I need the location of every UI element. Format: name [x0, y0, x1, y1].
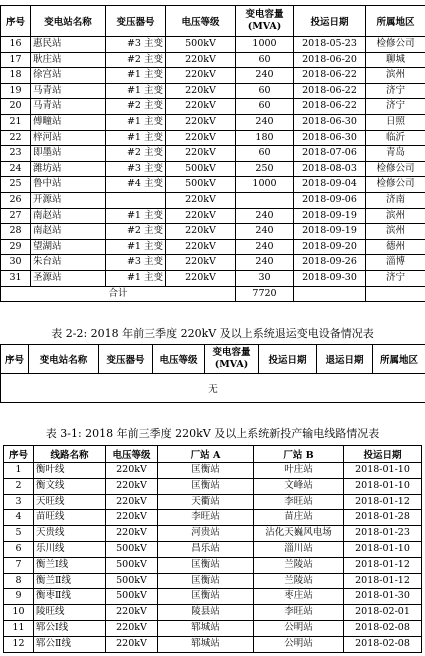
- table-cell: 匡衡站: [158, 463, 254, 479]
- table-cell: 文峰站: [254, 478, 344, 494]
- table-cell: 10: [4, 605, 34, 621]
- table-cell: 220kV: [166, 52, 236, 68]
- total-value: 7720: [236, 286, 294, 302]
- table-cell: 2018-09-19: [294, 224, 366, 240]
- table-row: [1, 68, 425, 84]
- table-cell: 2018-08-03: [294, 161, 366, 177]
- col-header-retire-date: 退运日期: [317, 345, 373, 374]
- table-cell: 4: [4, 510, 34, 526]
- table-cell: 耿庄站: [31, 52, 106, 68]
- table-cell: 2018-07-06: [294, 146, 366, 162]
- table-cell: 220kV: [166, 68, 236, 84]
- table-cell: 220kV: [166, 255, 236, 271]
- table-cell: 淄博: [366, 255, 425, 271]
- table-cell: 2018-09-30: [294, 270, 366, 286]
- table-cell: #3 主变: [106, 255, 166, 271]
- table-cell: 30: [236, 270, 294, 286]
- table-cell: 20: [1, 99, 31, 115]
- table-cell: 检修公司: [366, 161, 425, 177]
- table-cell: 16: [1, 37, 31, 53]
- table-row: [1, 37, 425, 53]
- table-cell: 衡兰Ⅱ线: [34, 573, 106, 589]
- table-cell: 240: [236, 208, 294, 224]
- table-cell: 聊城: [366, 52, 425, 68]
- table-cell: 28: [1, 224, 31, 240]
- col-header-line-name: 线路名称: [34, 446, 106, 463]
- table-cell: 南赵站: [31, 208, 106, 224]
- table-cell: 2018-09-04: [294, 177, 366, 193]
- table-cell: 3: [4, 494, 34, 510]
- col-header-substation: 变电站名称: [29, 345, 99, 374]
- table-cell: 60: [236, 146, 294, 162]
- table-cell: #2 主变: [106, 52, 166, 68]
- table-cell: 180: [236, 130, 294, 146]
- table-row: [4, 463, 422, 479]
- table-cell: 23: [1, 146, 31, 162]
- table-cell: 27: [1, 208, 31, 224]
- table-cell: 2018-02-08: [344, 620, 422, 636]
- table-cell: 河贵站: [158, 526, 254, 542]
- table-row: [4, 478, 422, 494]
- table-cell: 潍坊站: [31, 161, 106, 177]
- table-cell: 220kV: [166, 270, 236, 286]
- table-cell: 天旺线: [34, 494, 106, 510]
- table-cell: 12: [4, 636, 34, 652]
- table-cell: 2: [4, 478, 34, 494]
- table-cell: 青岛: [366, 146, 425, 162]
- table-cell: 17: [1, 52, 31, 68]
- table-cell: 1000: [236, 177, 294, 193]
- table-row: [1, 192, 425, 208]
- table-cell: 11: [4, 620, 34, 636]
- table-cell: 2018-05-23: [294, 37, 366, 53]
- table-cell: #2 主变: [106, 99, 166, 115]
- table-cell: 21: [1, 114, 31, 130]
- table-cell: 2018-09-06: [294, 192, 366, 208]
- table-cell: 220kV: [106, 510, 158, 526]
- table-row: [1, 224, 425, 240]
- table-cell: 220kV: [166, 114, 236, 130]
- table-row: [1, 146, 425, 162]
- table-cell: 朱台站: [31, 255, 106, 271]
- table-cell: 2018-01-12: [344, 494, 422, 510]
- table-row: [1, 208, 425, 224]
- table-cell: 匡衡站: [158, 557, 254, 573]
- col-header-region: 所属地区: [373, 345, 425, 374]
- table-cell: #3 主变: [106, 37, 166, 53]
- col-header-capacity: 变电容量 (MVA): [236, 6, 294, 37]
- new-substation-table: [0, 5, 425, 302]
- table-cell: 德州: [366, 239, 425, 255]
- table-header-row: [4, 446, 422, 463]
- table-cell: 衡文线: [34, 478, 106, 494]
- col-header-capacity: 变电容量 (MVA): [205, 345, 259, 374]
- table-row: [1, 270, 425, 286]
- table-cell: 220kV: [166, 239, 236, 255]
- new-line-table: [3, 445, 422, 653]
- table-cell: 19: [1, 83, 31, 99]
- table-cell: 苗庄站: [254, 510, 344, 526]
- table-cell: 220kV: [106, 526, 158, 542]
- table-cell: 匡衡站: [158, 573, 254, 589]
- table-caption: 表 3-1: 2018 年前三季度 220kV 及以上系统新投产输电线路情况表: [45, 427, 380, 440]
- table-cell: 2018-01-12: [344, 557, 422, 573]
- table-row: [1, 255, 425, 271]
- table-cell: 60: [236, 83, 294, 99]
- table-cell: 2018-01-23: [344, 526, 422, 542]
- table-cell: 2018-01-10: [344, 478, 422, 494]
- table-caption: 表 2-2: 2018 年前三季度 220kV 及以上系统退运变电设备情况表: [51, 327, 374, 340]
- table-cell: 500kV: [166, 37, 236, 53]
- table-cell: 22: [1, 130, 31, 146]
- col-header-seq: 序号: [1, 6, 31, 37]
- table-cell: 郓公Ⅰ线: [34, 620, 106, 636]
- table-cell: 检修公司: [366, 177, 425, 193]
- table-cell: 鲁中站: [31, 177, 106, 193]
- table-cell: 济南: [366, 192, 425, 208]
- table-cell: #1 主变: [106, 239, 166, 255]
- col-header-seq: 序号: [1, 345, 29, 374]
- table-cell: 淄川站: [254, 541, 344, 557]
- table-cell: [106, 192, 166, 208]
- table-cell: 公明站: [254, 620, 344, 636]
- table-row: [4, 541, 422, 557]
- table-cell: 220kV: [106, 636, 158, 652]
- table-cell: 2018-01-10: [344, 541, 422, 557]
- col-header-date: 投运日期: [259, 345, 317, 374]
- table-cell: #1 主变: [106, 208, 166, 224]
- table-cell: 2018-02-01: [344, 605, 422, 621]
- table-cell: 济宁: [366, 83, 425, 99]
- table-cell: 马青站: [31, 83, 106, 99]
- table-cell: 2018-06-30: [294, 114, 366, 130]
- table-cell: 18: [1, 68, 31, 84]
- table-cell: 220kV: [166, 83, 236, 99]
- table-cell: 李旺站: [254, 494, 344, 510]
- total-row: [1, 286, 425, 302]
- table-cell: 500kV: [106, 541, 158, 557]
- table-cell: 衡叶线: [34, 463, 106, 479]
- table-row: [4, 526, 422, 542]
- table-cell: 7: [4, 557, 34, 573]
- table-row: [1, 52, 425, 68]
- table-cell: 250: [236, 161, 294, 177]
- retired-substation-table: [0, 344, 425, 403]
- table-row: [4, 589, 422, 605]
- table-cell: #1 主变: [106, 270, 166, 286]
- table-cell: 5: [4, 526, 34, 542]
- table-cell: 220kV: [106, 605, 158, 621]
- col-header-region: 所属地区: [366, 6, 425, 37]
- table-cell: 220kV: [166, 99, 236, 115]
- table-cell: 郓公Ⅱ线: [34, 636, 106, 652]
- table-cell: 6: [4, 541, 34, 557]
- table-row: [1, 177, 425, 193]
- table-cell: 500kV: [166, 161, 236, 177]
- table-cell: 南赵站: [31, 224, 106, 240]
- table-cell: #3 主变: [106, 161, 166, 177]
- table-cell: 29: [1, 239, 31, 255]
- table-cell: 26: [1, 192, 31, 208]
- col-header-seq: 序号: [4, 446, 34, 463]
- total-label: 合计: [1, 286, 236, 302]
- table-cell: 陵旺线: [34, 605, 106, 621]
- table-cell: 220kV: [106, 494, 158, 510]
- table-header-row: [1, 6, 425, 37]
- table-cell: 李旺站: [158, 510, 254, 526]
- table-cell: 2018-06-22: [294, 99, 366, 115]
- table-cell: 500kV: [106, 573, 158, 589]
- col-header-substation: 变电站名称: [31, 6, 106, 37]
- table-cell: 2018-06-30: [294, 130, 366, 146]
- table-cell: 2018-09-20: [294, 239, 366, 255]
- table-cell: 220kV: [106, 620, 158, 636]
- table-cell: 傅疃站: [31, 114, 106, 130]
- table-cell: 衡兰Ⅰ线: [34, 557, 106, 573]
- table-cell: [236, 192, 294, 208]
- table-cell: #1 主变: [106, 114, 166, 130]
- table-cell: 天衢站: [158, 494, 254, 510]
- table-cell: 1000: [236, 37, 294, 53]
- table-cell: 李旺站: [254, 605, 344, 621]
- table-cell: 2018-06-20: [294, 52, 366, 68]
- table-cell: 滨州: [366, 68, 425, 84]
- col-header-voltage: 电压等级: [166, 6, 236, 37]
- table-cell: 乐川线: [34, 541, 106, 557]
- table-cell: 叶庄站: [254, 463, 344, 479]
- table-cell: #1 主变: [106, 83, 166, 99]
- table-cell: 郓城站: [158, 636, 254, 652]
- table-cell: 匡衡站: [158, 478, 254, 494]
- table-row: [1, 239, 425, 255]
- table-cell: 济宁: [366, 99, 425, 115]
- table-cell: 徐宫站: [31, 68, 106, 84]
- table-cell: 天贵线: [34, 526, 106, 542]
- table-cell: 240: [236, 224, 294, 240]
- table-row: [4, 557, 422, 573]
- table-row: [4, 636, 422, 652]
- table-cell: 即墨站: [31, 146, 106, 162]
- table-cell: 梓河站: [31, 130, 106, 146]
- table-cell: #2 主变: [106, 146, 166, 162]
- table-cell: 8: [4, 573, 34, 589]
- table-row: [1, 130, 425, 146]
- table-cell: 郓城站: [158, 620, 254, 636]
- table-row: [1, 83, 425, 99]
- table-cell: 2018-02-08: [344, 636, 422, 652]
- table-cell: 惠民站: [31, 37, 106, 53]
- table-cell: 日照: [366, 114, 425, 130]
- table-cell: 2018-06-22: [294, 68, 366, 84]
- col-header-transformer: 变压器号: [106, 6, 166, 37]
- table-cell: #1 主变: [106, 130, 166, 146]
- table-row: [1, 114, 425, 130]
- table-cell: 2018-09-26: [294, 255, 366, 271]
- table-cell: 240: [236, 255, 294, 271]
- table-cell: 2018-01-30: [344, 589, 422, 605]
- table-cell: 1: [4, 463, 34, 479]
- table-cell: 60: [236, 52, 294, 68]
- col-header-transformer: 变压器号: [99, 345, 153, 374]
- table-cell: 9: [4, 589, 34, 605]
- table-cell: 220kV: [166, 146, 236, 162]
- table-cell: 2018-01-12: [344, 573, 422, 589]
- table-cell: 220kV: [166, 130, 236, 146]
- table-row: [4, 605, 422, 621]
- table-cell: 公明站: [254, 636, 344, 652]
- table-cell: 圣源站: [31, 270, 106, 286]
- table-row: [4, 573, 422, 589]
- table-cell: 匡衡站: [158, 589, 254, 605]
- table-cell: 衡枣Ⅱ线: [34, 589, 106, 605]
- col-header-station-b: 厂站 B: [254, 446, 344, 463]
- table-row: [4, 494, 422, 510]
- table-cell: 24: [1, 161, 31, 177]
- table-cell: 500kV: [166, 177, 236, 193]
- table-cell: 苗旺线: [34, 510, 106, 526]
- table-cell: 220kV: [106, 478, 158, 494]
- empty-text: 无: [1, 374, 425, 403]
- table-cell: 25: [1, 177, 31, 193]
- col-header-voltage: 电压等级: [106, 446, 158, 463]
- table-cell: 马青站: [31, 99, 106, 115]
- table-cell: 沾化天巍风电场: [254, 526, 344, 542]
- table-cell: 开源站: [31, 192, 106, 208]
- table-cell: 60: [236, 99, 294, 115]
- table-cell: #1 主变: [106, 68, 166, 84]
- table-cell: 2018-01-10: [344, 463, 422, 479]
- table-cell: 240: [236, 68, 294, 84]
- table-cell: 兰陵站: [254, 573, 344, 589]
- table-cell: 昌乐站: [158, 541, 254, 557]
- table-cell: 滨州: [366, 208, 425, 224]
- table-cell: #4 主变: [106, 177, 166, 193]
- table-row: [4, 620, 422, 636]
- table-cell: 济宁: [366, 270, 425, 286]
- empty-row: [1, 374, 425, 403]
- table-cell: 500kV: [106, 589, 158, 605]
- table-cell: 220kV: [106, 463, 158, 479]
- table-row: [4, 510, 422, 526]
- table-cell: 2018-01-28: [344, 510, 422, 526]
- table-cell: 30: [1, 255, 31, 271]
- table-cell: 220kV: [166, 208, 236, 224]
- table-cell: 检修公司: [366, 37, 425, 53]
- table-cell: 240: [236, 239, 294, 255]
- table-row: [1, 161, 425, 177]
- table-cell: 220kV: [166, 224, 236, 240]
- table-cell: 220kV: [166, 192, 236, 208]
- table-cell: 望湖站: [31, 239, 106, 255]
- table-cell: 2018-09-19: [294, 208, 366, 224]
- table-cell: 31: [1, 270, 31, 286]
- table-cell: 240: [236, 114, 294, 130]
- col-header-station-a: 厂站 A: [158, 446, 254, 463]
- table-cell: 500kV: [106, 557, 158, 573]
- col-header-date: 投运日期: [344, 446, 422, 463]
- col-header-date: 投运日期: [294, 6, 366, 37]
- table-cell: 枣庄站: [254, 589, 344, 605]
- col-header-voltage: 电压等级: [153, 345, 205, 374]
- table-cell: 滨州: [366, 224, 425, 240]
- table-row: [1, 99, 425, 115]
- table-header-row: [1, 345, 425, 374]
- table-cell: 陵县站: [158, 605, 254, 621]
- table-cell: 兰陵站: [254, 557, 344, 573]
- table-cell: 2018-06-22: [294, 83, 366, 99]
- table-cell: #2 主变: [106, 224, 166, 240]
- table-cell: 临沂: [366, 130, 425, 146]
